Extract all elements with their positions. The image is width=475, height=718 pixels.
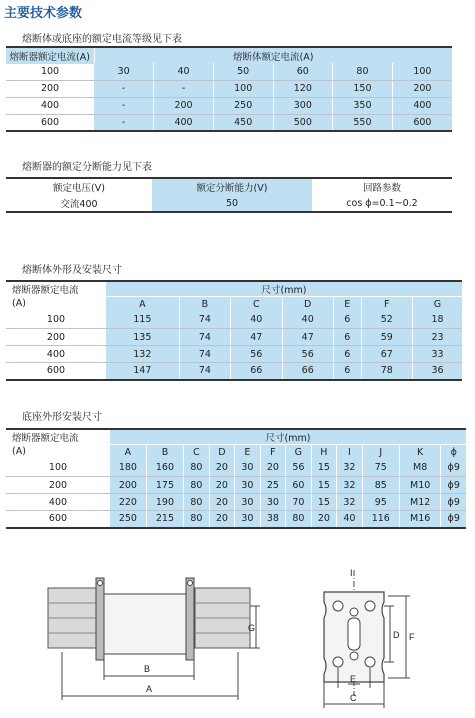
table-row [6, 460, 466, 477]
dim-value-cell: 74 [179, 346, 230, 363]
fuse-current-cell: 600 [392, 114, 452, 131]
table-row [6, 346, 462, 363]
dim-col-header: D [209, 445, 235, 460]
dim-value-cell: 66 [282, 363, 333, 380]
fuse-current-cell: 100 [213, 80, 273, 97]
fuse-current-cell: 60 [273, 63, 333, 80]
fuse-current-cell: 550 [333, 114, 393, 131]
dim-value-cell: 20 [209, 477, 235, 494]
dim-value-cell: 32 [337, 477, 363, 494]
rated-current-cell: 400 [6, 494, 110, 511]
dim-value-cell: 6 [333, 312, 361, 329]
rated-current-cell: 400 [6, 97, 94, 114]
dim-label-f: F [409, 632, 415, 642]
table2-caption: 熔断器的额定分断能力见下表 [22, 162, 152, 173]
dim-col-header: C [184, 445, 210, 460]
dim-value-cell: 60 [286, 477, 312, 494]
dim-value-cell: 20 [260, 460, 286, 477]
dim-value-cell: 220 [110, 494, 146, 511]
table-row [6, 114, 452, 131]
dim-value-cell: 56 [231, 346, 282, 363]
dim-value-cell: 30 [235, 477, 261, 494]
table2-header-circuit: 回路参数 [362, 183, 401, 194]
dim-value-cell: M16 [399, 511, 441, 528]
dim-value-cell: ϕ9 [441, 511, 466, 528]
fuse-current-cell: 400 [154, 114, 214, 131]
fuse-current-cell: - [154, 80, 214, 97]
dim-label-b: B [144, 664, 151, 674]
dim-value-cell: 190 [146, 494, 183, 511]
dim-label-g: G [248, 623, 256, 633]
dim-value-cell: 80 [184, 494, 210, 511]
fuse-current-cell: - [94, 97, 154, 114]
fuse-dimension-table [6, 280, 462, 381]
fuse-current-cell: - [94, 80, 154, 97]
table-row [6, 329, 462, 346]
dim-label-c: C [350, 693, 357, 703]
page-heading: 主要技术参数 [4, 6, 83, 21]
table3-dim-header: 尺寸(mm) [106, 281, 462, 297]
dim-value-cell: 160 [146, 460, 183, 477]
current-rating-table [6, 46, 452, 64]
table-row [6, 97, 452, 114]
dim-col-header: G [286, 445, 312, 460]
dim-value-cell: 30 [235, 494, 261, 511]
dim-value-cell: 70 [286, 494, 312, 511]
dim-value-cell: 200 [110, 477, 146, 494]
table1-caption: 熔断体或底座的额定电流等级见下表 [22, 34, 182, 45]
fuse-current-cell: 80 [333, 63, 393, 80]
dim-value-cell: 20 [209, 460, 235, 477]
dim-col-header: J [362, 445, 399, 460]
dim-value-cell: 15 [311, 477, 337, 494]
dim-col-header: D [282, 297, 333, 312]
rated-current-cell: 600 [6, 511, 110, 528]
dim-col-header: G [412, 297, 462, 312]
dim-value-cell: 116 [362, 511, 399, 528]
dim-col-header: E [235, 445, 261, 460]
dim-value-cell: 6 [333, 329, 361, 346]
dim-value-cell: 80 [184, 460, 210, 477]
rated-current-cell: 100 [6, 312, 106, 329]
dim-label-i: I [350, 568, 353, 578]
table3-left-header: 熔断器额定电流 (A) [12, 284, 79, 309]
rated-current-cell: 200 [6, 477, 110, 494]
table-row [6, 63, 452, 80]
dim-value-cell: 47 [282, 329, 333, 346]
fuse-current-cell: 40 [154, 63, 214, 80]
dim-value-cell: ϕ9 [441, 460, 466, 477]
dim-value-cell: 59 [361, 329, 412, 346]
dim-col-header: I [337, 445, 363, 460]
dim-value-cell: M8 [399, 460, 441, 477]
base-end-view-drawing [310, 566, 440, 716]
dim-value-cell: 32 [337, 494, 363, 511]
fuse-current-cell: 100 [392, 63, 452, 80]
dim-value-cell: M10 [399, 477, 441, 494]
breaking-capacity-table [6, 177, 452, 213]
table-row [6, 363, 462, 380]
dim-value-cell: 215 [146, 511, 183, 528]
dim-value-cell: 32 [337, 460, 363, 477]
dim-value-cell: 115 [106, 312, 179, 329]
fuse-side-view-drawing [40, 568, 320, 718]
dim-col-header: ϕ [441, 445, 466, 460]
dim-value-cell: 18 [412, 312, 462, 329]
dim-value-cell: 40 [337, 511, 363, 528]
current-rating-table-body [6, 63, 452, 132]
table-row [6, 477, 466, 494]
rated-current-cell: 400 [6, 346, 106, 363]
dim-value-cell: 52 [361, 312, 412, 329]
dim-col-header: K [399, 445, 441, 460]
dim-value-cell: M12 [399, 494, 441, 511]
rated-current-cell: 100 [6, 460, 110, 477]
table4-dim-header: 尺寸(mm) [110, 429, 466, 445]
dim-value-cell: 6 [333, 346, 361, 363]
rated-current-cell: 200 [6, 329, 106, 346]
dim-value-cell: 135 [106, 329, 179, 346]
dim-col-header: B [179, 297, 230, 312]
table3-caption: 熔断体外形及安装尺寸 [22, 265, 122, 276]
fuse-current-cell: 150 [333, 80, 393, 97]
dim-value-cell: 67 [361, 346, 412, 363]
table1-left-header: 熔断器额定电流(A) [6, 47, 94, 64]
dim-value-cell: 25 [260, 477, 286, 494]
dim-value-cell: 30 [260, 494, 286, 511]
dim-value-cell: 30 [235, 460, 261, 477]
dim-value-cell: 74 [179, 329, 230, 346]
fuse-current-cell: 350 [333, 97, 393, 114]
table-row [6, 494, 466, 511]
dim-value-cell: 40 [231, 312, 282, 329]
table2-circuit-value: cos ϕ=0.1~0.2 [312, 195, 452, 212]
dim-value-cell: 36 [412, 363, 462, 380]
dim-value-cell: 78 [361, 363, 412, 380]
fuse-current-cell: 300 [273, 97, 333, 114]
dim-label-a: A [146, 684, 153, 694]
fuse-current-cell: 30 [94, 63, 154, 80]
fuse-current-cell: 120 [273, 80, 333, 97]
dim-value-cell: 74 [179, 363, 230, 380]
fuse-current-cell: 450 [213, 114, 273, 131]
dim-value-cell: 80 [184, 477, 210, 494]
dim-value-cell: 56 [282, 346, 333, 363]
rated-current-cell: 100 [6, 63, 94, 80]
dim-value-cell: 47 [231, 329, 282, 346]
dim-label-d: D [393, 630, 400, 640]
dim-value-cell: 95 [362, 494, 399, 511]
dim-value-cell: 56 [286, 460, 312, 477]
dim-col-header: A [106, 297, 179, 312]
dim-value-cell: 74 [179, 312, 230, 329]
dim-value-cell: 80 [286, 511, 312, 528]
fuse-current-cell: 50 [213, 63, 273, 80]
dim-value-cell: 38 [260, 511, 286, 528]
table-row [6, 80, 452, 97]
fuse-current-cell: 250 [213, 97, 273, 114]
fuse-current-cell: - [94, 114, 154, 131]
table2-capacity-value: 50 [152, 195, 312, 212]
dim-col-header: A [110, 445, 146, 460]
dim-value-cell: 85 [362, 477, 399, 494]
dim-col-header: F [361, 297, 412, 312]
dim-label-e: E [350, 674, 357, 684]
fuse-current-cell: 500 [273, 114, 333, 131]
dim-col-header: C [231, 297, 282, 312]
dim-value-cell: 132 [106, 346, 179, 363]
dim-value-cell: 40 [282, 312, 333, 329]
dim-value-cell: 15 [311, 494, 337, 511]
table2-header-voltage: 额定电压(V) [53, 183, 105, 194]
fuse-current-cell: 200 [392, 80, 452, 97]
dim-col-header: B [146, 445, 183, 460]
rated-current-cell: 600 [6, 114, 94, 131]
dim-value-cell: 180 [110, 460, 146, 477]
table-row [6, 312, 462, 329]
dim-value-cell: 75 [362, 460, 399, 477]
dim-value-cell: 66 [231, 363, 282, 380]
table4-left-header: 熔断器额定电流 (A) [12, 432, 79, 457]
dim-col-header: F [260, 445, 286, 460]
dim-value-cell: 6 [333, 363, 361, 380]
dim-value-cell: ϕ9 [441, 494, 466, 511]
table1-right-header: 熔断体额定电流(A) [94, 47, 452, 64]
dim-value-cell: 250 [110, 511, 146, 528]
dim-value-cell: 80 [184, 511, 210, 528]
dim-value-cell: 175 [146, 477, 183, 494]
rated-current-cell: 200 [6, 80, 94, 97]
dim-value-cell: 30 [235, 511, 261, 528]
table-row [6, 511, 466, 528]
dim-value-cell: 33 [412, 346, 462, 363]
dim-value-cell: 20 [209, 511, 235, 528]
table2-header-capacity: 额定分断能力(V) [152, 178, 312, 195]
base-dimension-table [6, 428, 466, 529]
dim-value-cell: 15 [311, 460, 337, 477]
dim-value-cell: 23 [412, 329, 462, 346]
dim-value-cell: 20 [209, 494, 235, 511]
dim-col-header: E [333, 297, 361, 312]
dim-col-header: H [311, 445, 337, 460]
rated-current-cell: 600 [6, 363, 106, 380]
fuse-current-cell: 200 [154, 97, 214, 114]
table4-caption: 底座外形安装尺寸 [22, 412, 102, 423]
dim-value-cell: ϕ9 [441, 477, 466, 494]
fuse-current-cell: 400 [392, 97, 452, 114]
dim-value-cell: 20 [311, 511, 337, 528]
table2-voltage-value: 交流400 [6, 195, 152, 212]
dim-value-cell: 147 [106, 363, 179, 380]
